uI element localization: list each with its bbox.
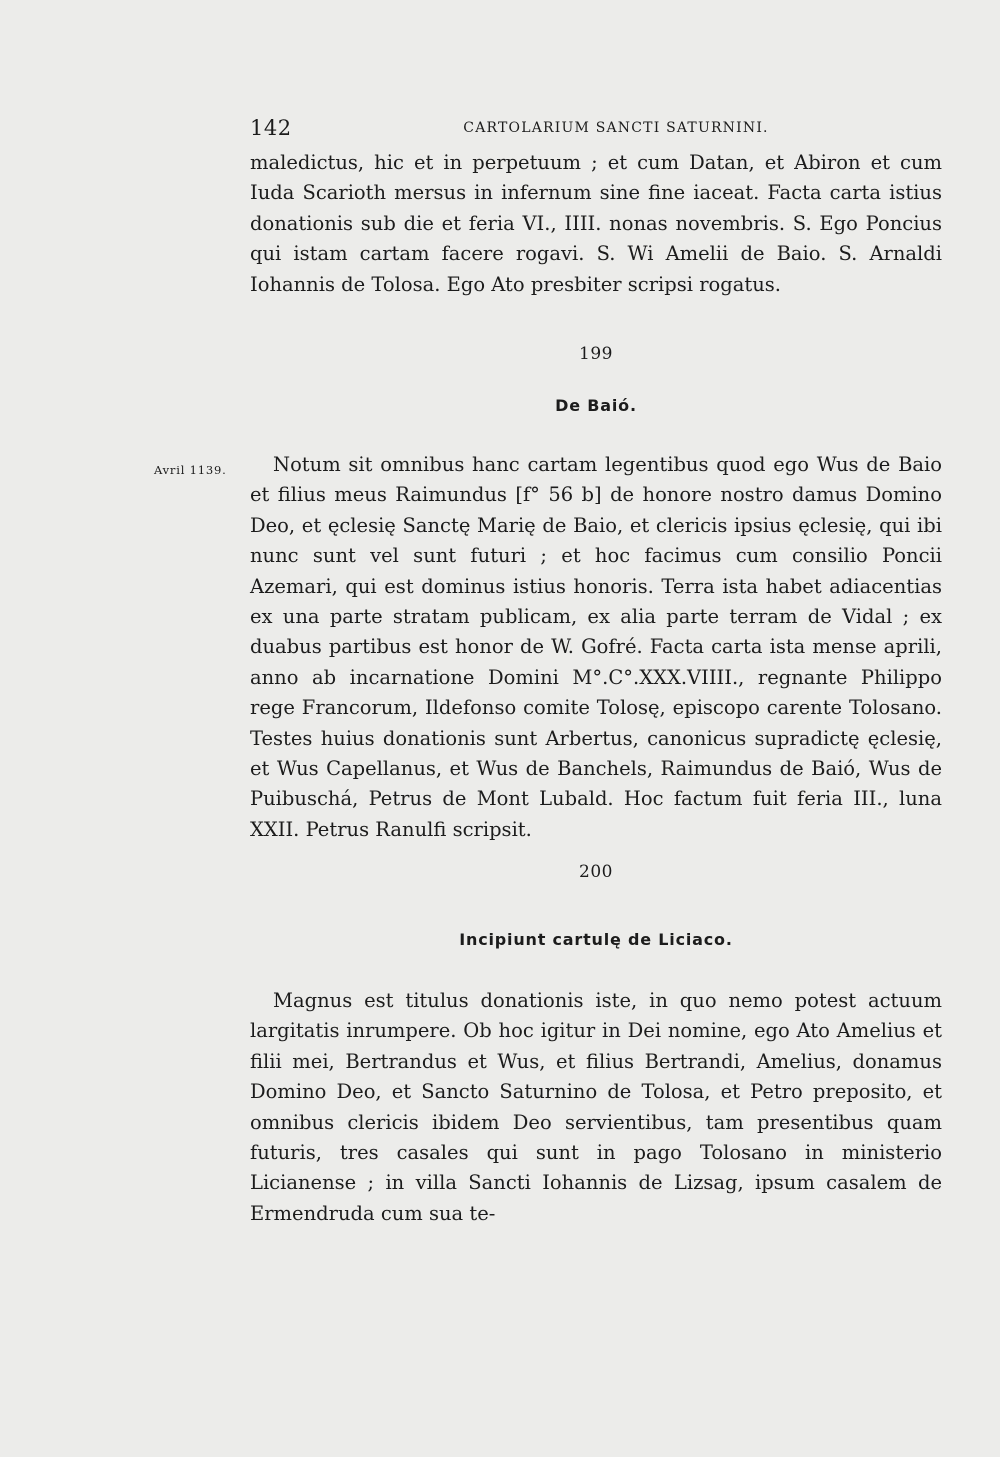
- continued-paragraph: maledictus, hic et in perpetuum ; et cum Datan, et Abiron et cum Iuda Scarioth mersus in infernum sine fine iaceat. Facta carta istius donationis sub die et feria VI., IIII. nonas novembris. S. Ego Poncius qui istam cartam facere rogavi. S. Wi Amelii de Baio. S. Arnaldi Iohannis de Tolosa. Ego Ato presbiter scripsi rogatus.: [250, 151, 942, 296]
- margin-date: Avril 1139.: [154, 463, 227, 477]
- running-title: CARTOLARIUM SANCTI SATURNINI.: [463, 120, 769, 136]
- charter-number-199: 199: [579, 344, 613, 364]
- charter-title-199: De Baió.: [555, 396, 637, 415]
- charter-text-200: Magnus est titulus donationis iste, in quo nemo potest actuum largitatis inrumpere. Ob hoc igitur in Dei nomine, ego Ato Amelius et filii mei, Bertrandus et Wus, et filius Bertrandi, Amelius, donamus Domino Deo, et Sancto Saturnino de Tolosa, et Petro preposito, et omnibus clericis ibidem Deo servientibus, tam presentibus quam futuris, tres casales qui sunt in pago Tolosano in ministerio Licianense ; in villa Sancti Iohannis de Lizsag, ipsum casalem de Ermendruda cum sua te-: [250, 989, 942, 1225]
- charter-text-199: Notum sit omnibus hanc cartam legentibus quod ego Wus de Baio et filius meus Raimundus [f° 56 b] de honore nostro damus Domino Deo, et ęclesię Sanctę Marię de Baio, et clericis ipsius ęclesię, qui ibi nunc sunt vel sunt futuri ; et hoc facimus cum consilio Poncii Azemari, qui est dominus istius honoris. Terra ista habet adiacentias ex una parte stratam publicam, ex alia parte terram de Vidal ; ex duabus partibus est honor de W. Gofré. Facta carta ista mense aprili, anno ab incarnatione Domini M°.C°.XXX.VIIII., regnante Philippo rege Francorum, Ildefonso comite Tolosę, episcopo carente Tolosano. Testes huius donationis sunt Arbertus, canonicus supradictę ęclesię, et Wus Capellanus, et Wus de Banchels, Raimundus de Baió, Wus de Puibuschá, Petrus de Mont Lubald. Hoc factum fuit feria III., luna XXII. Petrus Ranulfi scripsit.: [250, 453, 942, 841]
- page-number: 142: [250, 116, 292, 140]
- running-head: [250, 116, 942, 142]
- charter-title-200: Incipiunt cartulę de Liciaco.: [459, 930, 733, 949]
- charter-number-200: 200: [579, 862, 613, 882]
